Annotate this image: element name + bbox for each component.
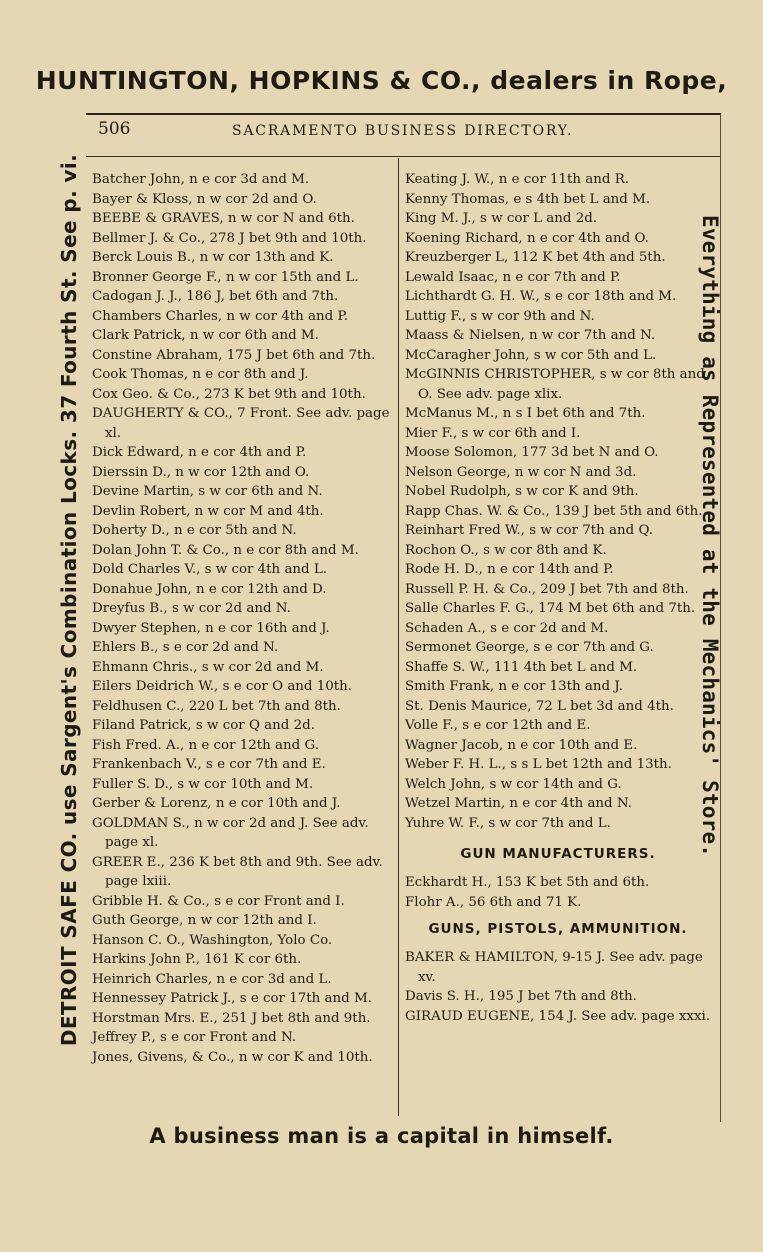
list-item: Nelson George, n w cor N and 3d.	[405, 464, 637, 480]
list-item: BAKER & HAMILTON, 9-15 J. See adv. page xv.	[405, 950, 703, 985]
list-item: Moose Solomon, 177 3d bet N and O.	[405, 445, 659, 460]
list-item: Ehmann Chris., s w cor 2d and M.	[92, 659, 324, 675]
list-item: Hennessey Patrick J., s e cor 17th and M.	[92, 991, 372, 1006]
list-item: Dwyer Stephen, n e cor 16th and J.	[92, 620, 330, 636]
list-item: Schaden A., s e cor 2d and M.	[405, 620, 609, 636]
left-advert-banner: DETROIT SAFE CO. use Sargent's Combination Locks. 37 Fourth St. See p. vi.	[57, 153, 81, 1047]
list-item: DAUGHERTY & CO., 7 Front. See adv. page xl.	[92, 406, 390, 441]
right-column	[405, 170, 711, 1026]
list-item: Constine Abraham, 175 J bet 6th and 7th.	[92, 347, 376, 363]
list-item: Lewald Isaac, n e cor 7th and P.	[405, 269, 621, 285]
list-item: Kenny Thomas, e s 4th bet L and M.	[405, 191, 651, 207]
list-item: Dolan John T. & Co., n e cor 8th and M.	[92, 542, 359, 558]
list-item: Cadogan J. J., 186 J, bet 6th and 7th.	[92, 289, 339, 304]
list-item: GOLDMAN S., n w cor 2d and J. See adv. page xl.	[92, 815, 369, 850]
list-item: Fish Fred. A., n e cor 12th and G.	[92, 737, 319, 753]
list-item: Reinhart Fred W., s w cor 7th and Q.	[405, 523, 654, 538]
list-item: Bayer & Kloss, n w cor 2d and O.	[92, 191, 317, 207]
list-item: Volle F., s e cor 12th and E.	[405, 718, 591, 733]
list-item: Chambers Charles, n w cor 4th and P.	[92, 308, 349, 324]
list-item: Jeffrey P., s e cor Front and N.	[92, 1030, 297, 1045]
page-header	[86, 117, 720, 147]
list-item: Nobel Rudolph, s w cor K and 9th.	[405, 484, 639, 499]
list-item: Batcher John, n e cor 3d and M.	[92, 172, 310, 187]
list-item: Gerber & Lorenz, n e cor 10th and J.	[92, 796, 341, 811]
section-heading-gun-manufacturers: GUN MANUFACTURERS.	[460, 846, 656, 862]
top-advert-banner: HUNTINGTON, HOPKINS & CO., dealers in Rope,	[35, 66, 728, 95]
list-item: Feldhusen C., 220 L bet 7th and 8th.	[92, 698, 341, 714]
list-item: Rochon O., s w cor 8th and K.	[405, 542, 607, 558]
list-item: Donahue John, n e cor 12th and D.	[92, 581, 327, 597]
list-item: Dierssin D., n w cor 12th and O.	[92, 464, 310, 480]
list-item: Ehlers B., s e cor 2d and N.	[92, 640, 279, 655]
list-item: Wetzel Martin, n e cor 4th and N.	[405, 796, 633, 811]
list-item: Fuller S. D., s w cor 10th and M.	[92, 776, 314, 792]
list-item: Rapp Chas. W. & Co., 139 J bet 5th and 6th.	[405, 503, 703, 519]
list-item: Davis S. H., 195 J bet 7th and 8th.	[405, 989, 637, 1004]
list-item: Lichthardt G. H. W., s e cor 18th and M.	[405, 289, 677, 304]
list-item: McGINNIS CHRISTOPHER, s w cor 8th and O. See adv. page xlix.	[405, 367, 705, 402]
list-item: Gribble H. & Co., s e cor Front and I.	[92, 893, 345, 909]
left-column	[92, 170, 394, 1067]
list-item: Dold Charles V., s w cor 4th and L.	[92, 562, 328, 577]
list-item: Clark Patrick, n w cor 6th and M.	[92, 328, 319, 343]
list-item: Filand Patrick, s w cor Q and 2d.	[92, 718, 315, 733]
list-item: Eckhardt H., 153 K bet 5th and 6th.	[405, 875, 650, 890]
list-item: Russell P. H. & Co., 209 J bet 7th and 8th.	[405, 581, 689, 597]
list-item: Horstman Mrs. E., 251 J bet 8th and 9th.	[92, 1010, 371, 1026]
list-item: Devlin Robert, n w cor M and 4th.	[92, 503, 324, 519]
list-item: Berck Louis B., n w cor 13th and K.	[92, 250, 334, 265]
bottom-motto-banner: A business man is a capital in himself.	[149, 1124, 614, 1148]
list-item: Jones, Givens, & Co., n w cor K and 10th.	[92, 1049, 373, 1065]
page-number: 506	[98, 119, 131, 139]
list-item: Kreuzberger L, 112 K bet 4th and 5th.	[405, 250, 666, 265]
list-item: Devine Martin, s w cor 6th and N.	[92, 484, 323, 499]
list-item: McManus M., n s I bet 6th and 7th.	[405, 406, 646, 421]
list-item: Shaffe S. W., 111 4th bet L and M.	[405, 659, 638, 675]
list-item: Maass & Nielsen, n w cor 7th and N.	[405, 328, 656, 343]
list-item: Doherty D., n e cor 5th and N.	[92, 523, 297, 538]
list-item: BEEBE & GRAVES, n w cor N and 6th.	[92, 211, 355, 226]
list-item: King M. J., s w cor L and 2d.	[405, 211, 598, 226]
list-item: McCaragher John, s w cor 5th and L.	[405, 347, 657, 363]
list-item: Welch John, s w cor 14th and G.	[405, 776, 622, 792]
list-item: Salle Charles F. G., 174 M bet 6th and 7th.	[405, 601, 696, 616]
list-item: Smith Frank, n e cor 13th and J.	[405, 679, 623, 694]
right-advert-banner: Everything as Represented at the Mechanics' Store.	[698, 215, 722, 858]
list-item: Luttig F., s w cor 9th and N.	[405, 308, 595, 324]
list-item: Cook Thomas, n e cor 8th and J.	[92, 367, 309, 382]
list-item: GREER E., 236 K bet 8th and 9th. See adv. page lxiii.	[92, 854, 383, 889]
list-item: Rode H. D., n e cor 14th and P.	[405, 562, 614, 577]
header-rule	[86, 156, 720, 157]
list-item: Hanson C. O., Washington, Yolo Co.	[92, 932, 333, 948]
list-item: Dick Edward, n e cor 4th and P.	[92, 445, 307, 460]
list-item: Weber F. H. L., s s L bet 12th and 13th.	[405, 757, 672, 772]
list-item: Wagner Jacob, n e cor 10th and E.	[405, 737, 638, 753]
list-item: Bellmer J. & Co., 278 J bet 9th and 10th.	[92, 230, 367, 246]
list-item: Cox Geo. & Co., 273 K bet 9th and 10th.	[92, 386, 366, 402]
list-item: Frankenbach V., s e cor 7th and E.	[92, 757, 326, 772]
list-item: Mier F., s w cor 6th and I.	[405, 425, 581, 441]
list-item: Bronner George F., n w cor 15th and L.	[92, 269, 359, 285]
list-item: Koening Richard, n e cor 4th and O.	[405, 230, 649, 246]
list-item: Eilers Deidrich W., s e cor O and 10th.	[92, 679, 353, 694]
list-item: Heinrich Charles, n e cor 3d and L.	[92, 971, 332, 987]
directory-title: SACRAMENTO BUSINESS DIRECTORY.	[232, 123, 574, 139]
list-item: Yuhre W. F., s w cor 7th and L.	[405, 815, 611, 831]
list-item: Flohr A., 56 6th and 71 K.	[405, 894, 582, 910]
list-item: Dreyfus B., s w cor 2d and N.	[92, 601, 291, 616]
section-heading-guns-pistols-ammunition: GUNS, PISTOLS, AMMUNITION.	[428, 921, 688, 937]
list-item: Guth George, n w cor 12th and I.	[92, 913, 317, 928]
list-item: Sermonet George, s e cor 7th and G.	[405, 640, 654, 655]
list-item: Harkins John P., 161 K cor 6th.	[92, 952, 302, 967]
column-divider	[398, 158, 399, 1116]
list-item: St. Denis Maurice, 72 L bet 3d and 4th.	[405, 698, 674, 714]
list-item: GIRAUD EUGENE, 154 J. See adv. page xxxi.	[405, 1008, 711, 1024]
list-item: Keating J. W., n e cor 11th and R.	[405, 172, 630, 187]
